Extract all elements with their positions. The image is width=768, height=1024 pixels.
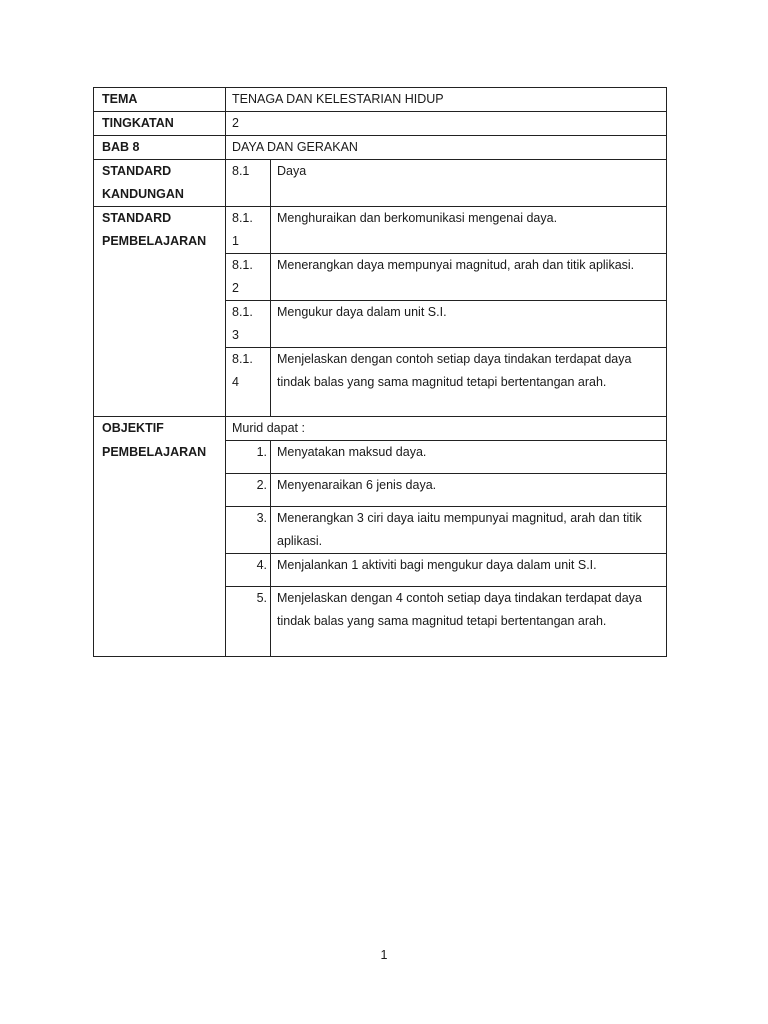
- code-part: 1: [232, 234, 239, 248]
- code-part: 8.1.: [232, 352, 253, 366]
- row-op-5: [94, 587, 667, 657]
- row-sp-4: [94, 348, 667, 417]
- label-objektif-pembelajaran: [94, 417, 226, 441]
- code-part: 8.1.: [232, 305, 253, 319]
- label-standard-kandungan: [94, 160, 226, 207]
- label-standard-pembelajaran: [94, 207, 226, 254]
- label-line: OBJEKTIF: [102, 421, 164, 435]
- empty-label-cell: [94, 348, 226, 417]
- code-cell: [226, 348, 271, 417]
- lesson-plan-table: [93, 87, 667, 657]
- row-sp-1: [94, 207, 667, 254]
- number-cell: 4.: [226, 554, 271, 587]
- text-cell: Daya: [271, 160, 667, 207]
- page-number: 1: [380, 948, 388, 962]
- row-standard-kandungan: [94, 160, 667, 207]
- label-line: PEMBELAJARAN: [102, 444, 207, 459]
- row-op-intro: [94, 417, 667, 441]
- row-tingkatan: [94, 112, 667, 136]
- value-tema: TENAGA DAN KELESTARIAN HIDUP: [226, 88, 667, 112]
- empty-label-cell: [94, 301, 226, 348]
- label-line: STANDARD: [102, 164, 172, 178]
- label-tingkatan: TINGKATAN: [94, 112, 226, 136]
- empty-label-cell: [94, 474, 226, 507]
- text-cell: Menghuraikan dan berkomunikasi mengenai daya.: [271, 207, 667, 254]
- code-cell: [226, 207, 271, 254]
- row-op-4: [94, 554, 667, 587]
- value-bab: DAYA DAN GERAKAN: [226, 136, 667, 160]
- text-cell: Mengukur daya dalam unit S.I.: [271, 301, 667, 348]
- code-cell: [226, 254, 271, 301]
- label-line: KANDUNGAN: [102, 187, 184, 201]
- number-cell: 1.: [226, 441, 271, 474]
- code-part: 2: [232, 281, 239, 295]
- text-cell: Menjelaskan dengan 4 contoh setiap daya tindakan terdapat daya tindak balas yang sama magnitud tetapi bertentangan arah.: [271, 587, 667, 657]
- row-sp-2: [94, 254, 667, 301]
- empty-label-cell: [94, 587, 226, 657]
- label-line: STANDARD: [102, 211, 172, 225]
- code-cell: [226, 301, 271, 348]
- label-line: PEMBELAJARAN: [102, 234, 207, 248]
- label-objektif-pembelajaran-cont: [94, 441, 226, 474]
- text-cell: Menerangkan daya mempunyai magnitud, arah dan titik aplikasi.: [271, 254, 667, 301]
- row-tema: [94, 88, 667, 112]
- code-part: 4: [232, 375, 239, 389]
- code-cell: 8.1: [226, 160, 271, 207]
- empty-label-cell: [94, 507, 226, 554]
- text-cell: Menjelaskan dengan contoh setiap daya tindakan terdapat daya tindak balas yang sama magnitud tetapi bertentangan arah.: [271, 348, 667, 417]
- row-op-2: [94, 474, 667, 507]
- code-part: 8.1.: [232, 211, 253, 225]
- label-tema: TEMA: [94, 88, 226, 112]
- row-op-1: [94, 441, 667, 474]
- row-op-3: [94, 507, 667, 554]
- empty-label-cell: [94, 254, 226, 301]
- code-part: 3: [232, 328, 239, 342]
- row-bab: [94, 136, 667, 160]
- text-cell: Menjalankan 1 aktiviti bagi mengukur daya dalam unit S.I.: [271, 554, 667, 587]
- text-cell: Menyatakan maksud daya.: [271, 441, 667, 474]
- intro-cell: Murid dapat :: [226, 417, 667, 441]
- row-sp-3: [94, 301, 667, 348]
- code-part: 8.1.: [232, 258, 253, 272]
- text-cell: Menyenaraikan 6 jenis daya.: [271, 474, 667, 507]
- number-cell: 2.: [226, 474, 271, 507]
- number-cell: 5.: [226, 587, 271, 657]
- value-tingkatan: 2: [226, 112, 667, 136]
- label-bab: BAB 8: [94, 136, 226, 160]
- empty-label-cell: [94, 554, 226, 587]
- text-cell: Menerangkan 3 ciri daya iaitu mempunyai magnitud, arah dan titik aplikasi.: [271, 507, 667, 554]
- number-cell: 3.: [226, 507, 271, 554]
